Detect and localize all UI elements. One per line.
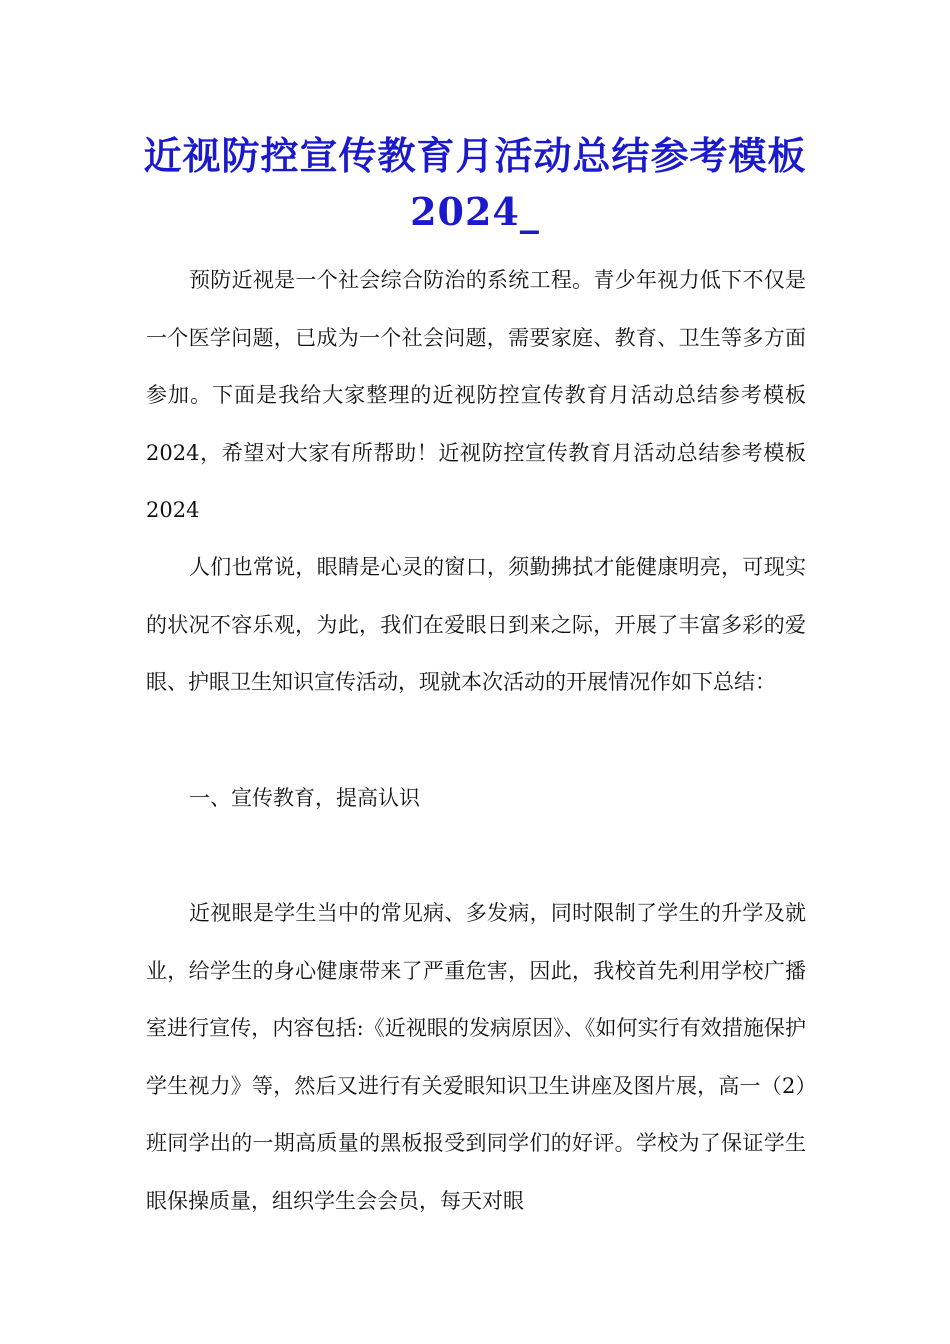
section-heading: 一、宣传教育，提高认识 (189, 786, 420, 810)
document-title: 近视防控宣传教育月活动总结参考模板2024_ (143, 133, 807, 234)
section-paragraph: 近视眼是学生当中的常见病、多发病，同时限制了学生的升学及就业，给学生的身心健康带来了严重危害，因此，我校首先利用学校广播室进行宣传，内容包括:《近视眼的发病原因》、《如何实行有效措施保护学生视力》等，然后又进行有关爱眼知识卫生讲座及图片展，高一（2）班同学出的一期高质量的黑板报受到同学们的好评。学校为了保证学生眼保操质量，组织学生会会员，每天对眼 (146, 901, 806, 1213)
opening-paragraph: 人们也常说，眼睛是心灵的窗口，须勤拂拭才能健康明亮，可现实的状况不容乐观，为此，我们在爱眼日到来之际，开展了丰富多彩的爱眼、护眼卫生知识宣传活动，现就本次活动的开展情况作如下总结： (146, 555, 806, 694)
intro-paragraph: 预防近视是一个社会综合防治的系统工程。青少年视力低下不仅是一个医学问题，已成为一个社会问题，需要家庭、教育、卫生等多方面参加。下面是我给大家整理的近视防控宣传教育月活动总结参考模板2024，希望对大家有所帮助！近视防控宣传教育月活动总结参考模板2024 (146, 268, 806, 522)
